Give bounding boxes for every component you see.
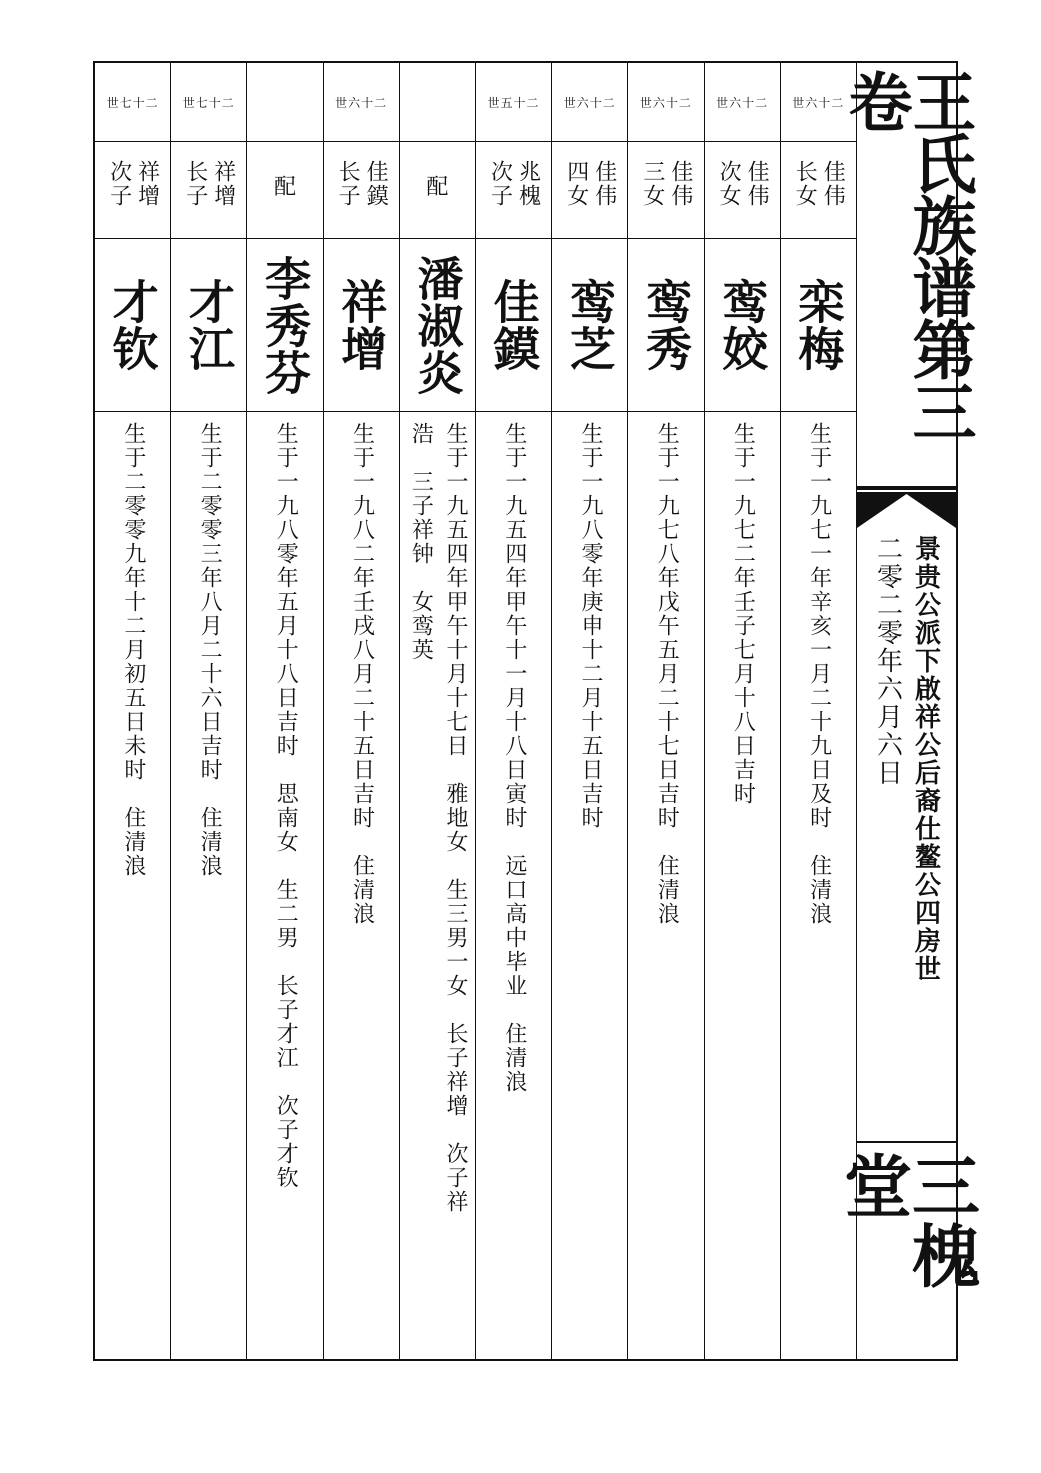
person-name: 才钦 <box>105 278 160 372</box>
publish-date: 二零二零年六月六日 <box>872 535 903 787</box>
spouse-label: 配 <box>426 175 449 200</box>
relation-rank: 三女 <box>639 160 665 208</box>
person-name: 潘淑炎 <box>410 254 465 396</box>
record-column <box>324 63 400 1359</box>
relation-rank: 长子 <box>335 160 361 208</box>
generation-label: 世七十二 <box>171 63 246 142</box>
relation-parent: 祥增 <box>134 160 160 208</box>
person-name-cell <box>628 239 703 412</box>
biography-cell <box>324 412 399 1359</box>
biography-line: 生于一九八零年五月十八日吉时 思南女 生二男 长子才江 次子才钦 <box>273 422 299 1190</box>
record-column <box>95 63 171 1359</box>
biography-line: 生于一九五四年甲午十月十七日 雅地女 生三男一女 长子祥增 次子祥 <box>442 422 468 1214</box>
relation-rank: 长女 <box>792 160 818 208</box>
person-name: 鸾姣 <box>715 278 770 372</box>
biography-line: 生于一九五四年甲午十一月十八日寅时 远口高中毕业 住清浪 <box>501 422 527 1094</box>
spouse-label: 配 <box>273 175 296 200</box>
person-name-cell <box>324 239 399 412</box>
generation-label <box>247 63 322 142</box>
biography-cell <box>171 412 246 1359</box>
person-name-cell <box>705 239 780 412</box>
relation-rank: 四女 <box>563 160 589 208</box>
generation-label: 世七十二 <box>95 63 170 142</box>
relation-rank: 次子 <box>106 160 132 208</box>
biography-line: 生于一九七二年壬子七月十八日吉时 <box>730 422 756 806</box>
person-name: 鸾秀 <box>639 278 694 372</box>
biography-line: 生于二零零九年十二月初五日未时 住清浪 <box>120 422 146 878</box>
person-name: 才江 <box>181 278 236 372</box>
book-title-box <box>837 63 977 488</box>
person-name: 鸾芝 <box>562 278 617 372</box>
relation-rank: 次女 <box>716 160 742 208</box>
record-column <box>705 63 781 1359</box>
relation-cell <box>400 142 475 239</box>
book-title: 王氏族谱第三卷 <box>837 69 977 441</box>
relation-cell <box>476 142 551 239</box>
person-name-cell <box>247 239 322 412</box>
relation-parent: 佳伟 <box>667 160 693 208</box>
biography-cell <box>247 412 322 1359</box>
relation-cell <box>171 142 246 239</box>
generation-label: 世六十二 <box>552 63 627 142</box>
biography-line: 生于一九七一年辛亥一月二十九日及时 住清浪 <box>806 422 832 926</box>
relation-parent: 祥增 <box>210 160 236 208</box>
biography-line: 生于一九八零年庚申十二月十五日吉时 <box>578 422 604 830</box>
relation-cell <box>324 142 399 239</box>
biography-line: 生于一九八二年壬戌八月二十五日吉时 住清浪 <box>349 422 375 926</box>
relation-parent: 兆槐 <box>515 160 541 208</box>
relation-cell <box>628 142 703 239</box>
biography-cell <box>552 412 627 1359</box>
person-name: 李秀芬 <box>258 254 313 396</box>
relation-parent: 佳伟 <box>744 160 770 208</box>
generation-label: 世六十二 <box>705 63 780 142</box>
generation-label: 世六十二 <box>628 63 703 142</box>
record-column <box>171 63 247 1359</box>
person-name-cell <box>400 239 475 412</box>
relation-rank: 长子 <box>182 160 208 208</box>
record-column <box>552 63 628 1359</box>
biography-line: 生于二零零三年八月二十六日吉时 住清浪 <box>197 422 223 878</box>
record-columns <box>95 63 857 1359</box>
relation-cell <box>552 142 627 239</box>
genealogy-page <box>93 61 981 1361</box>
relation-cell <box>95 142 170 239</box>
record-column <box>400 63 476 1359</box>
relation-cell <box>705 142 780 239</box>
biography-line: 生于一九七八年戊午五月二十七日吉时 住清浪 <box>654 422 680 926</box>
subtitle-block <box>857 535 956 1140</box>
generation-label: 世六十二 <box>781 63 856 142</box>
hall-name: 三槐堂 <box>832 1151 981 1291</box>
generation-label: 世六十二 <box>324 63 399 142</box>
person-name-cell <box>552 239 627 412</box>
generation-label <box>400 63 475 142</box>
person-name: 佳鏌 <box>486 278 541 372</box>
person-name-cell <box>95 239 170 412</box>
biography-cell <box>476 412 551 1359</box>
person-name-cell <box>171 239 246 412</box>
biography-line: 浩 三子祥钟 女鸾英 <box>408 422 434 662</box>
relation-cell <box>247 142 322 239</box>
person-name: 祥增 <box>334 278 389 372</box>
biography-cell <box>400 412 475 1359</box>
person-name-cell <box>476 239 551 412</box>
relation-parent: 佳伟 <box>591 160 617 208</box>
hall-name-box <box>832 1141 981 1359</box>
person-name: 栾梅 <box>791 278 846 372</box>
record-column <box>476 63 552 1359</box>
biography-cell <box>628 412 703 1359</box>
relation-parent: 佳伟 <box>820 160 846 208</box>
biography-cell <box>95 412 170 1359</box>
relation-parent: 佳鏌 <box>363 160 389 208</box>
biography-cell <box>705 412 780 1359</box>
generation-label: 世五十二 <box>476 63 551 142</box>
relation-rank: 次子 <box>487 160 513 208</box>
record-column <box>247 63 323 1359</box>
lineage-subtitle: 景贵公派下啟祥公后裔仕鳌公四房世 <box>910 535 941 983</box>
record-column <box>628 63 704 1359</box>
fishtail-ornament <box>857 488 956 532</box>
